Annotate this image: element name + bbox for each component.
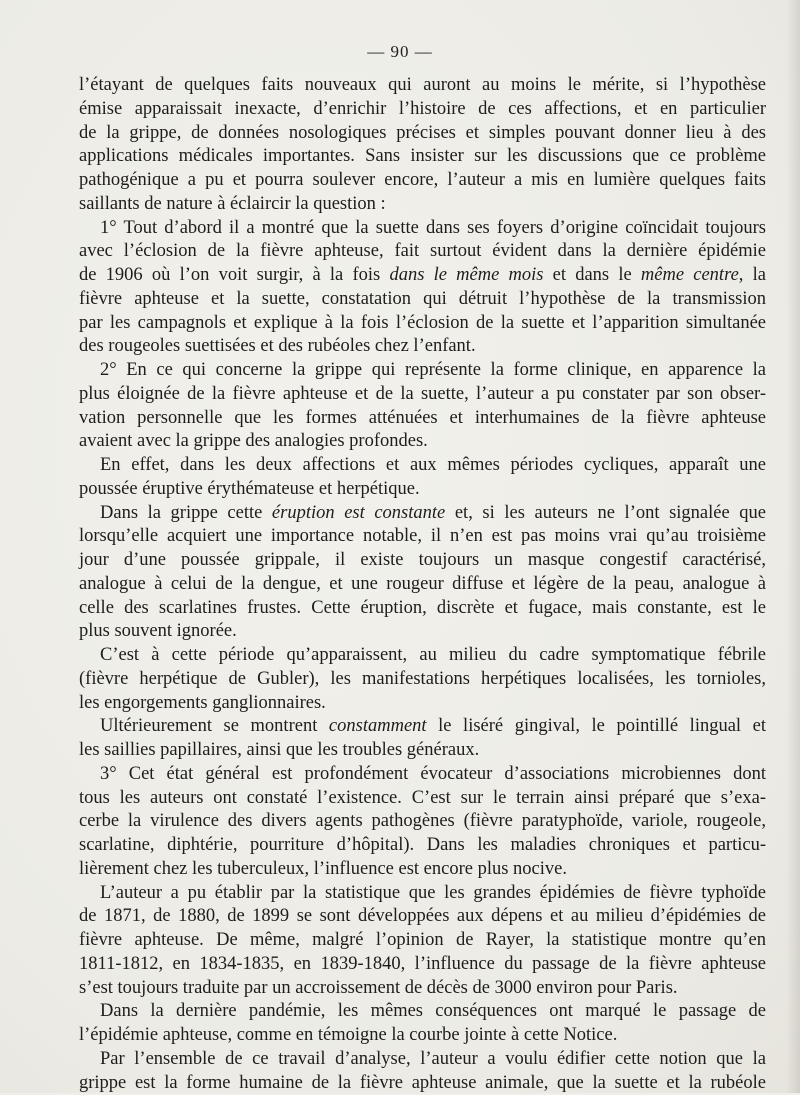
text-segment: et dans le: [543, 265, 640, 285]
text-line: 1° Tout d’abord il a montré que la suette dans ses foyers d’origine coïncidait toujours: [79, 217, 766, 241]
italic-phrase: même centre: [641, 265, 739, 285]
text-segment: et, si les auteurs ne l’ont signalée que: [445, 503, 766, 523]
text-line: de 1871, de 1880, de 1899 se sont développées aux dépens et au milieu d’épidémies de: [79, 905, 766, 929]
page-edge-shadow: [786, 0, 800, 1093]
text-line: l’étayant de quelques faits nouveaux qui auront au moins le mérite, si l’hypothèse: [79, 74, 766, 98]
text-line: saillants de nature à éclaircir la question :: [79, 193, 766, 217]
text-line: lorsqu’elle acquiert une importance notable, il n’en est pas moins vrai qu’au troisième: [79, 525, 766, 549]
body-text: [79, 74, 766, 1095]
text-segment: de 1906 où l’on voit surgir, à la fois: [79, 265, 380, 285]
text-segment: Ultérieurement se montrent: [100, 716, 317, 736]
text-line: applications médicales importantes. Sans insister sur les discussions que ce problème: [79, 145, 766, 169]
text-line: 3° Cet état général est profondément évocateur d’associations microbiennes dont: [79, 763, 766, 787]
text-line: fièvre aphteuse. De même, malgré l’opinion de Rayer, la statistique montre qu’en: [79, 929, 766, 953]
text-line: fièvre aphteuse et la suette, constatation qui détruit l’hypothèse de la transmission: [79, 288, 766, 312]
page-number: — 90 —: [0, 42, 800, 62]
text-line: En effet, dans les deux affections et aux mêmes périodes cycliques, apparaît une: [79, 454, 766, 478]
text-line: pathogénique a pu et pourra soulever encore, l’auteur a mis en lumière quelques faits: [79, 169, 766, 193]
text-line: (fièvre herpétique de Gubler), les manifestations herpétiques localisées, les tornioles,: [79, 668, 766, 692]
text-line: cerbe la virulence des divers agents pathogènes (fièvre paratyphoïde, variole, rougeole,: [79, 810, 766, 834]
text-segment: Dans la grippe cette: [100, 503, 262, 523]
italic-phrase: constamment: [329, 716, 427, 736]
italic-phrase: éruption est constante: [272, 503, 445, 523]
text-line: Par l’ensemble de ce travail d’analyse, l’auteur a voulu édifier cette notion que la: [79, 1048, 766, 1072]
text-line: analogue à celui de la dengue, et une rougeur diffuse et légère de la peau, analogue à: [79, 573, 766, 597]
text-line: avaient avec la grippe des analogies profondes.: [79, 430, 766, 454]
text-line: plus souvent ignorée.: [79, 620, 766, 644]
text-line: [79, 502, 766, 526]
text-line: lièrement chez les tuberculeux, l’influence est encore plus nocive.: [79, 858, 766, 882]
text-line: plus éloignée de la fièvre aphteuse et de la suette, l’auteur a pu constater par son obser-: [79, 383, 766, 407]
text-line: tous les auteurs ont constaté l’existence. C’est sur le terrain ainsi préparé que s’exa-: [79, 787, 766, 811]
text-segment: , la: [739, 265, 766, 285]
text-line: l’épidémie aphteuse, comme en témoigne la courbe jointe à cette Notice.: [79, 1024, 766, 1048]
text-segment: le liséré gingival, le pointillé lingual et: [427, 716, 766, 736]
text-line: [79, 715, 766, 739]
text-line: poussée éruptive érythémateuse et herpétique.: [79, 478, 766, 502]
text-line: celle des scarlatines frustes. Cette éruption, discrète et fugace, mais constante, est le: [79, 597, 766, 621]
italic-phrase: dans le même mois: [389, 265, 543, 285]
text-line: avec l’éclosion de la fièvre aphteuse, fait surtout évident dans la dernière épidémie: [79, 240, 766, 264]
text-line: s’est toujours traduite par un accroissement de décès de 3000 environ pour Paris.: [79, 977, 766, 1001]
text-line: les saillies papillaires, ainsi que les troubles généraux.: [79, 739, 766, 763]
text-line: C’est à cette période qu’apparaissent, au milieu du cadre symptomatique fébrile: [79, 644, 766, 668]
text-line: les engorgements ganglionnaires.: [79, 692, 766, 716]
text-line: L’auteur a pu établir par la statistique que les grandes épidémies de fièvre typhoïde: [79, 882, 766, 906]
text-line: vation personnelle que les formes atténuées et interhumaines de la fièvre aphteuse: [79, 407, 766, 431]
text-line: jour d’une poussée grippale, il existe toujours un masque congestif caractérisé,: [79, 549, 766, 573]
text-line: Dans la dernière pandémie, les mêmes conséquences ont marqué le passage de: [79, 1000, 766, 1024]
text-line: de la grippe, de données nosologiques précises et simples pouvant donner lieu à des: [79, 122, 766, 146]
text-line: [79, 264, 766, 288]
text-line: 1811-1812, en 1834-1835, en 1839-1840, l’influence du passage de la fièvre aphteuse: [79, 953, 766, 977]
text-line: 2° En ce qui concerne la grippe qui représente la forme clinique, en apparence la: [79, 359, 766, 383]
text-line: des rougeoles suettisées et des rubéoles chez l’enfant.: [79, 335, 766, 359]
text-line: par les campagnols et explique à la fois l’éclosion de la suette et l’apparition simultanée: [79, 312, 766, 336]
text-line: grippe est la forme humaine de la fièvre aphteuse animale, que la suette et la rubéole: [79, 1072, 766, 1095]
text-line: scarlatine, diphtérie, pourriture d’hôpital). Dans les maladies chroniques et particu-: [79, 834, 766, 858]
text-line: émise apparaissait inexacte, d’enrichir l’histoire de ces affections, et en particulier: [79, 98, 766, 122]
